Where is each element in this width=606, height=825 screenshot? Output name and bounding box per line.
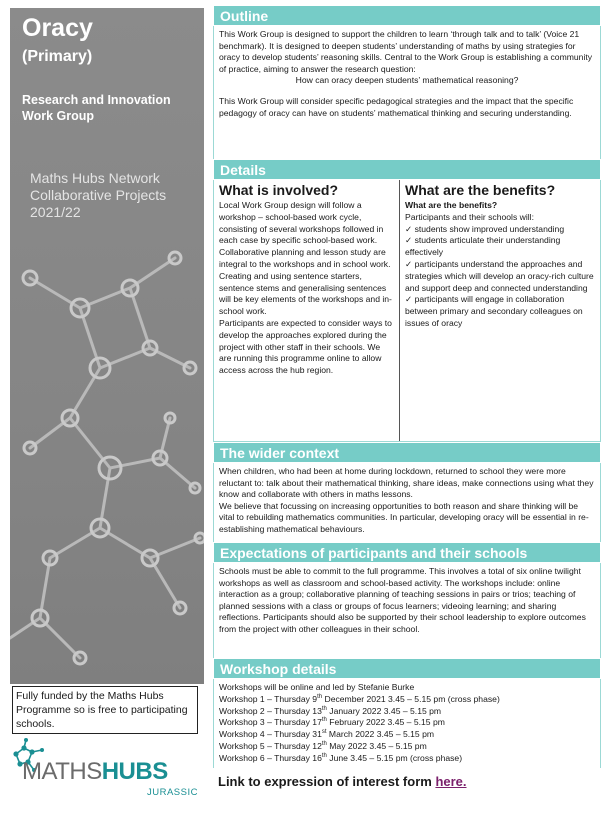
wider-context-body [213, 463, 601, 542]
expectations-paragraph: Schools must be able to commit to the full programme. This involves a total of six online twilight workshops as well as classroom and school-based activity. The workshops include: online interaction as a group; collaborative planning of teaching sessions in pairs or trios; teaching of planned sessions with a class or groups of focus learners; videoing learning; and sharing reflections. Participants should also be supported by their school leadership to explore outcomes from the project with other colleagues in their school. [219, 566, 586, 634]
involved-paragraph: Creating and using sentence starters, sentence stems and generalising sentences will be key elements of the workshops and in-school work. [219, 270, 392, 317]
workshop-item: Workshop 5 – Thursday 12th May 2022 3.45 – 5.15 pm [219, 740, 427, 751]
main-content [213, 5, 601, 821]
involved-column [214, 180, 400, 441]
workshop-intro: Workshops will be online and led by Stefanie Burke [219, 682, 415, 692]
workshop-item: Workshop 1 – Thursday 9th December 2021 3.45 – 5.15 pm (cross phase) [219, 693, 500, 704]
outline-body [213, 26, 601, 159]
outline-paragraph: This Work Group will consider specific pedagogical strategies and the impact that the specific pedagogy of oracy can have on students’ mathematical thinking and securing understanding. [219, 95, 574, 118]
benefits-column [400, 180, 600, 441]
outline-paragraph: This Work Group is designed to support the children to learn ‘through talk and to talk’ (Voice 21 benchmark). It is designed to deepen students’ understanding of maths by using strategies for oracy to develop students’ reasoning skills. Central to the Work Group is establishing a community of practice, aiming to answer the research question: [219, 29, 593, 74]
funding-note: Fully funded by the Maths Hubs Programme so is free to participating schools. [12, 686, 198, 734]
expectations-heading: Expectations of participants and their schools [213, 542, 601, 563]
benefits-intro: Participants and their schools will: [405, 211, 534, 222]
involved-paragraph: Participants are expected to consider ways to develop the approaches explored during the project with other staff in their schools. We are running this programme online to allow access across the hub region. [219, 317, 392, 376]
logo-location: JURASSIC [147, 787, 198, 798]
workshop-item: Workshop 6 – Thursday 16th June 3.45 – 5.15 pm (cross phase) [219, 752, 463, 763]
benefit-item: ✓ participants will engage in collaboration between primary and secondary colleagues on issues of oracy [405, 294, 583, 328]
research-question: How can oracy deepen students’ mathematical reasoning? [295, 75, 519, 86]
benefits-subheading: What are the benefits? [405, 200, 498, 210]
expression-of-interest-link[interactable]: here. [435, 773, 467, 789]
involved-heading: What is involved? [219, 182, 339, 198]
benefits-heading: What are the benefits? [405, 182, 556, 198]
workshop-heading: Workshop details [213, 658, 601, 679]
work-group-type: Research and Innovation Work Group [22, 93, 171, 123]
expectations-body [213, 563, 601, 658]
expression-of-interest-line: Link to expression of interest form here. [218, 773, 467, 789]
details-heading: Details [213, 159, 601, 180]
involved-paragraph: Local Work Group design will follow a workshop – school-based work cycle, consisting of several workshops followed in each case by specific school-based work. Collaborative planning and lesson study are integral to the workshops and in school work. [219, 200, 391, 269]
workshop-item: Workshop 4 – Thursday 31st March 2022 3.45 – 5.15 pm [219, 729, 435, 740]
workshop-body [213, 679, 601, 768]
logo-wordmark: MATHSHUBS [22, 758, 168, 785]
wider-context-heading: The wider context [213, 442, 601, 463]
benefit-item: ✓ participants understand the approaches and strategies which will develop an oracy-rich culture and support deep and connected understanding [405, 258, 594, 293]
sidebar-banner [10, 8, 204, 684]
outline-heading: Outline [213, 5, 601, 26]
wider-paragraph: When children, who had been at home during lockdown, returned to school they were more reluctant to: talk about their mathematical thinking, share ideas, make connections using what they know and collaborate with others in maths lessons. [219, 466, 594, 500]
molecule-network-graphic [10, 218, 204, 684]
page-subtitle: (Primary) [22, 48, 93, 65]
benefit-item: ✓ students articulate their understanding effectively [405, 235, 561, 258]
workshop-item: Workshop 3 – Thursday 17th February 2022 3.45 – 5.15 pm [219, 717, 445, 728]
network-label: Maths Hubs Network Collaborative Projects 2021/22 [30, 170, 167, 220]
benefit-item: ✓ students show improved understanding [405, 223, 565, 234]
wider-paragraph: We believe that focussing on increasing opportunities to both reason and share thinking will be vital to rebuilding mathematics communities. In particular, developing oracy will be essential in re-establishing mathematical behaviours. [219, 500, 589, 534]
page-title: Oracy [22, 14, 93, 42]
workshop-item: Workshop 2 – Thursday 13th January 2022 3.45 – 5.15 pm [219, 705, 442, 716]
details-table [213, 180, 601, 442]
